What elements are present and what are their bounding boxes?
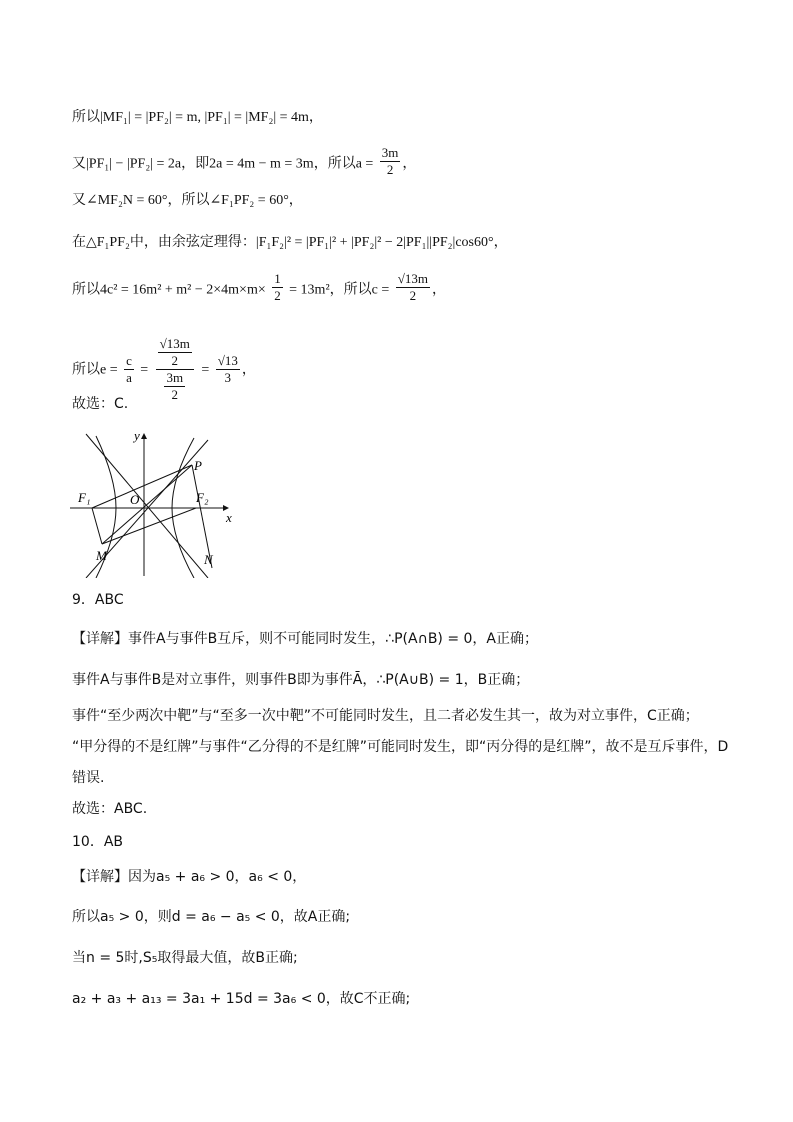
fraction-a-den: 2 bbox=[386, 162, 394, 177]
inner-top-num: √13m bbox=[159, 336, 190, 351]
label-x: x bbox=[226, 510, 232, 525]
line-1 bbox=[72, 107, 323, 128]
inner-bottom-fraction bbox=[164, 370, 185, 403]
line-10-text: 事件A与事件B是对立事件，则事件B即为事件Ā，∴P(A∪B) = 1，B正确； bbox=[72, 672, 530, 688]
line-5-mid: = 13m²，所以c = bbox=[289, 282, 390, 298]
line-2-post: ， bbox=[402, 155, 417, 172]
fraction-result-den: 3 bbox=[224, 370, 232, 385]
line-7-text: 故选：C. bbox=[72, 396, 129, 412]
fraction-ca-num: c bbox=[126, 353, 132, 368]
line-3 bbox=[72, 190, 303, 211]
line-16-text: 【详解】因为a₅ + a₆ > 0，a₆ < 0， bbox=[72, 869, 307, 885]
line-12-text: “甲分得的不是红牌”与事件“乙分得的不是红牌”可能同时发生，即“丙分得的是红牌”，故不是互斥事件，D bbox=[72, 739, 729, 755]
line-17-text: 所以a₅ > 0，则d = a₆ − a₅ < 0，故A正确; bbox=[72, 909, 351, 925]
line-9-text: 【详解】事件A与事件B互斥，则不可能同时发生，∴P(A∩B) = 0，A正确； bbox=[72, 631, 538, 647]
line-6 bbox=[72, 336, 256, 403]
line-14-text: 故选：ABC. bbox=[72, 801, 148, 817]
segment-F1-M bbox=[92, 508, 102, 544]
fraction-half-den: 2 bbox=[274, 288, 281, 303]
label-P: P bbox=[194, 458, 202, 473]
fraction-ca bbox=[124, 353, 134, 386]
compound-fraction-top bbox=[156, 336, 194, 370]
line-10 bbox=[72, 670, 529, 690]
compound-fraction-bottom bbox=[156, 370, 194, 403]
label-N: N bbox=[204, 552, 213, 567]
line-3-text: 又∠MF₂N = 60°，所以∠F₁PF₂ = 60°， bbox=[72, 193, 303, 208]
label-F1: F₁ bbox=[78, 490, 91, 505]
label-y: y bbox=[134, 428, 140, 443]
line-4-text: 在△F₁PF₂中，由余弦定理得：|F₁F₂|² = |PF₁|² + |PF₂|² − 2|PF₁||PF₂|cos60°， bbox=[72, 235, 508, 250]
line-8-text: 9．ABC bbox=[72, 592, 124, 608]
line-7 bbox=[72, 394, 128, 414]
fraction-c bbox=[396, 271, 430, 304]
fraction-c-num: √13m bbox=[397, 271, 428, 286]
label-F2: F₂ bbox=[196, 490, 209, 505]
line-5-post: ， bbox=[431, 281, 446, 298]
line-13 bbox=[72, 768, 104, 788]
line-14 bbox=[72, 799, 147, 819]
fraction-a bbox=[380, 145, 401, 178]
line-16 bbox=[72, 867, 306, 887]
fraction-result bbox=[216, 353, 240, 386]
line-1-text: 所以|MF₁| = |PF₂| = m, |PF₁| = |MF₂| = 4m， bbox=[72, 110, 323, 125]
label-O: O bbox=[130, 492, 140, 507]
line-5 bbox=[72, 273, 446, 306]
fraction-a-num: 3m bbox=[381, 145, 399, 160]
line-18-text: 当n = 5时,S₅取得最大值，故B正确; bbox=[72, 950, 298, 966]
line-9 bbox=[72, 629, 538, 649]
line-18 bbox=[72, 948, 298, 968]
line-19 bbox=[72, 989, 410, 1009]
line-5-pre: 所以4c² = 16m² + m² − 2×4m×m× bbox=[72, 282, 266, 298]
line-6-pre: 所以e = bbox=[72, 362, 118, 378]
fraction-half-num: 1 bbox=[274, 271, 281, 286]
inner-top-den: 2 bbox=[171, 353, 179, 368]
segment-F1-P bbox=[92, 465, 192, 508]
line-11 bbox=[72, 706, 699, 726]
line-2 bbox=[72, 147, 416, 180]
compound-fraction bbox=[156, 336, 194, 403]
fraction-half bbox=[272, 271, 283, 304]
line-11-text: 事件“至少两次中靶”与“至多一次中靶”不可能同时发生，且二者必发生其一，故为对立事件，C正确； bbox=[72, 708, 699, 724]
fraction-c-den: 2 bbox=[409, 288, 417, 303]
inner-top-fraction bbox=[158, 336, 192, 369]
fraction-result-num: √13 bbox=[217, 353, 238, 368]
inner-bottom-num: 3m bbox=[166, 370, 184, 385]
line-17 bbox=[72, 907, 350, 927]
line-4 bbox=[72, 232, 508, 253]
line-6-eq2: = bbox=[201, 362, 210, 378]
line-15 bbox=[72, 832, 123, 852]
line-6-eq: = bbox=[140, 362, 149, 378]
line-8 bbox=[72, 590, 124, 610]
line-2-pre: 又|PF₁| − |PF₂| = 2a，即2a = 4m − m = 3m，所以a = bbox=[72, 156, 374, 172]
fraction-ca-den: a bbox=[126, 370, 132, 385]
line-6-post: ， bbox=[241, 361, 256, 378]
line-13-text: 错误. bbox=[72, 770, 105, 786]
line-12 bbox=[72, 737, 728, 757]
label-M: M bbox=[96, 548, 107, 563]
inner-bottom-den: 2 bbox=[171, 387, 179, 402]
hyperbola-figure bbox=[68, 428, 248, 578]
line-15-text: 10．AB bbox=[72, 834, 123, 850]
line-19-text: a₂ + a₃ + a₁₃ = 3a₁ + 15d = 3a₆ < 0，故C不正确; bbox=[72, 991, 411, 1007]
